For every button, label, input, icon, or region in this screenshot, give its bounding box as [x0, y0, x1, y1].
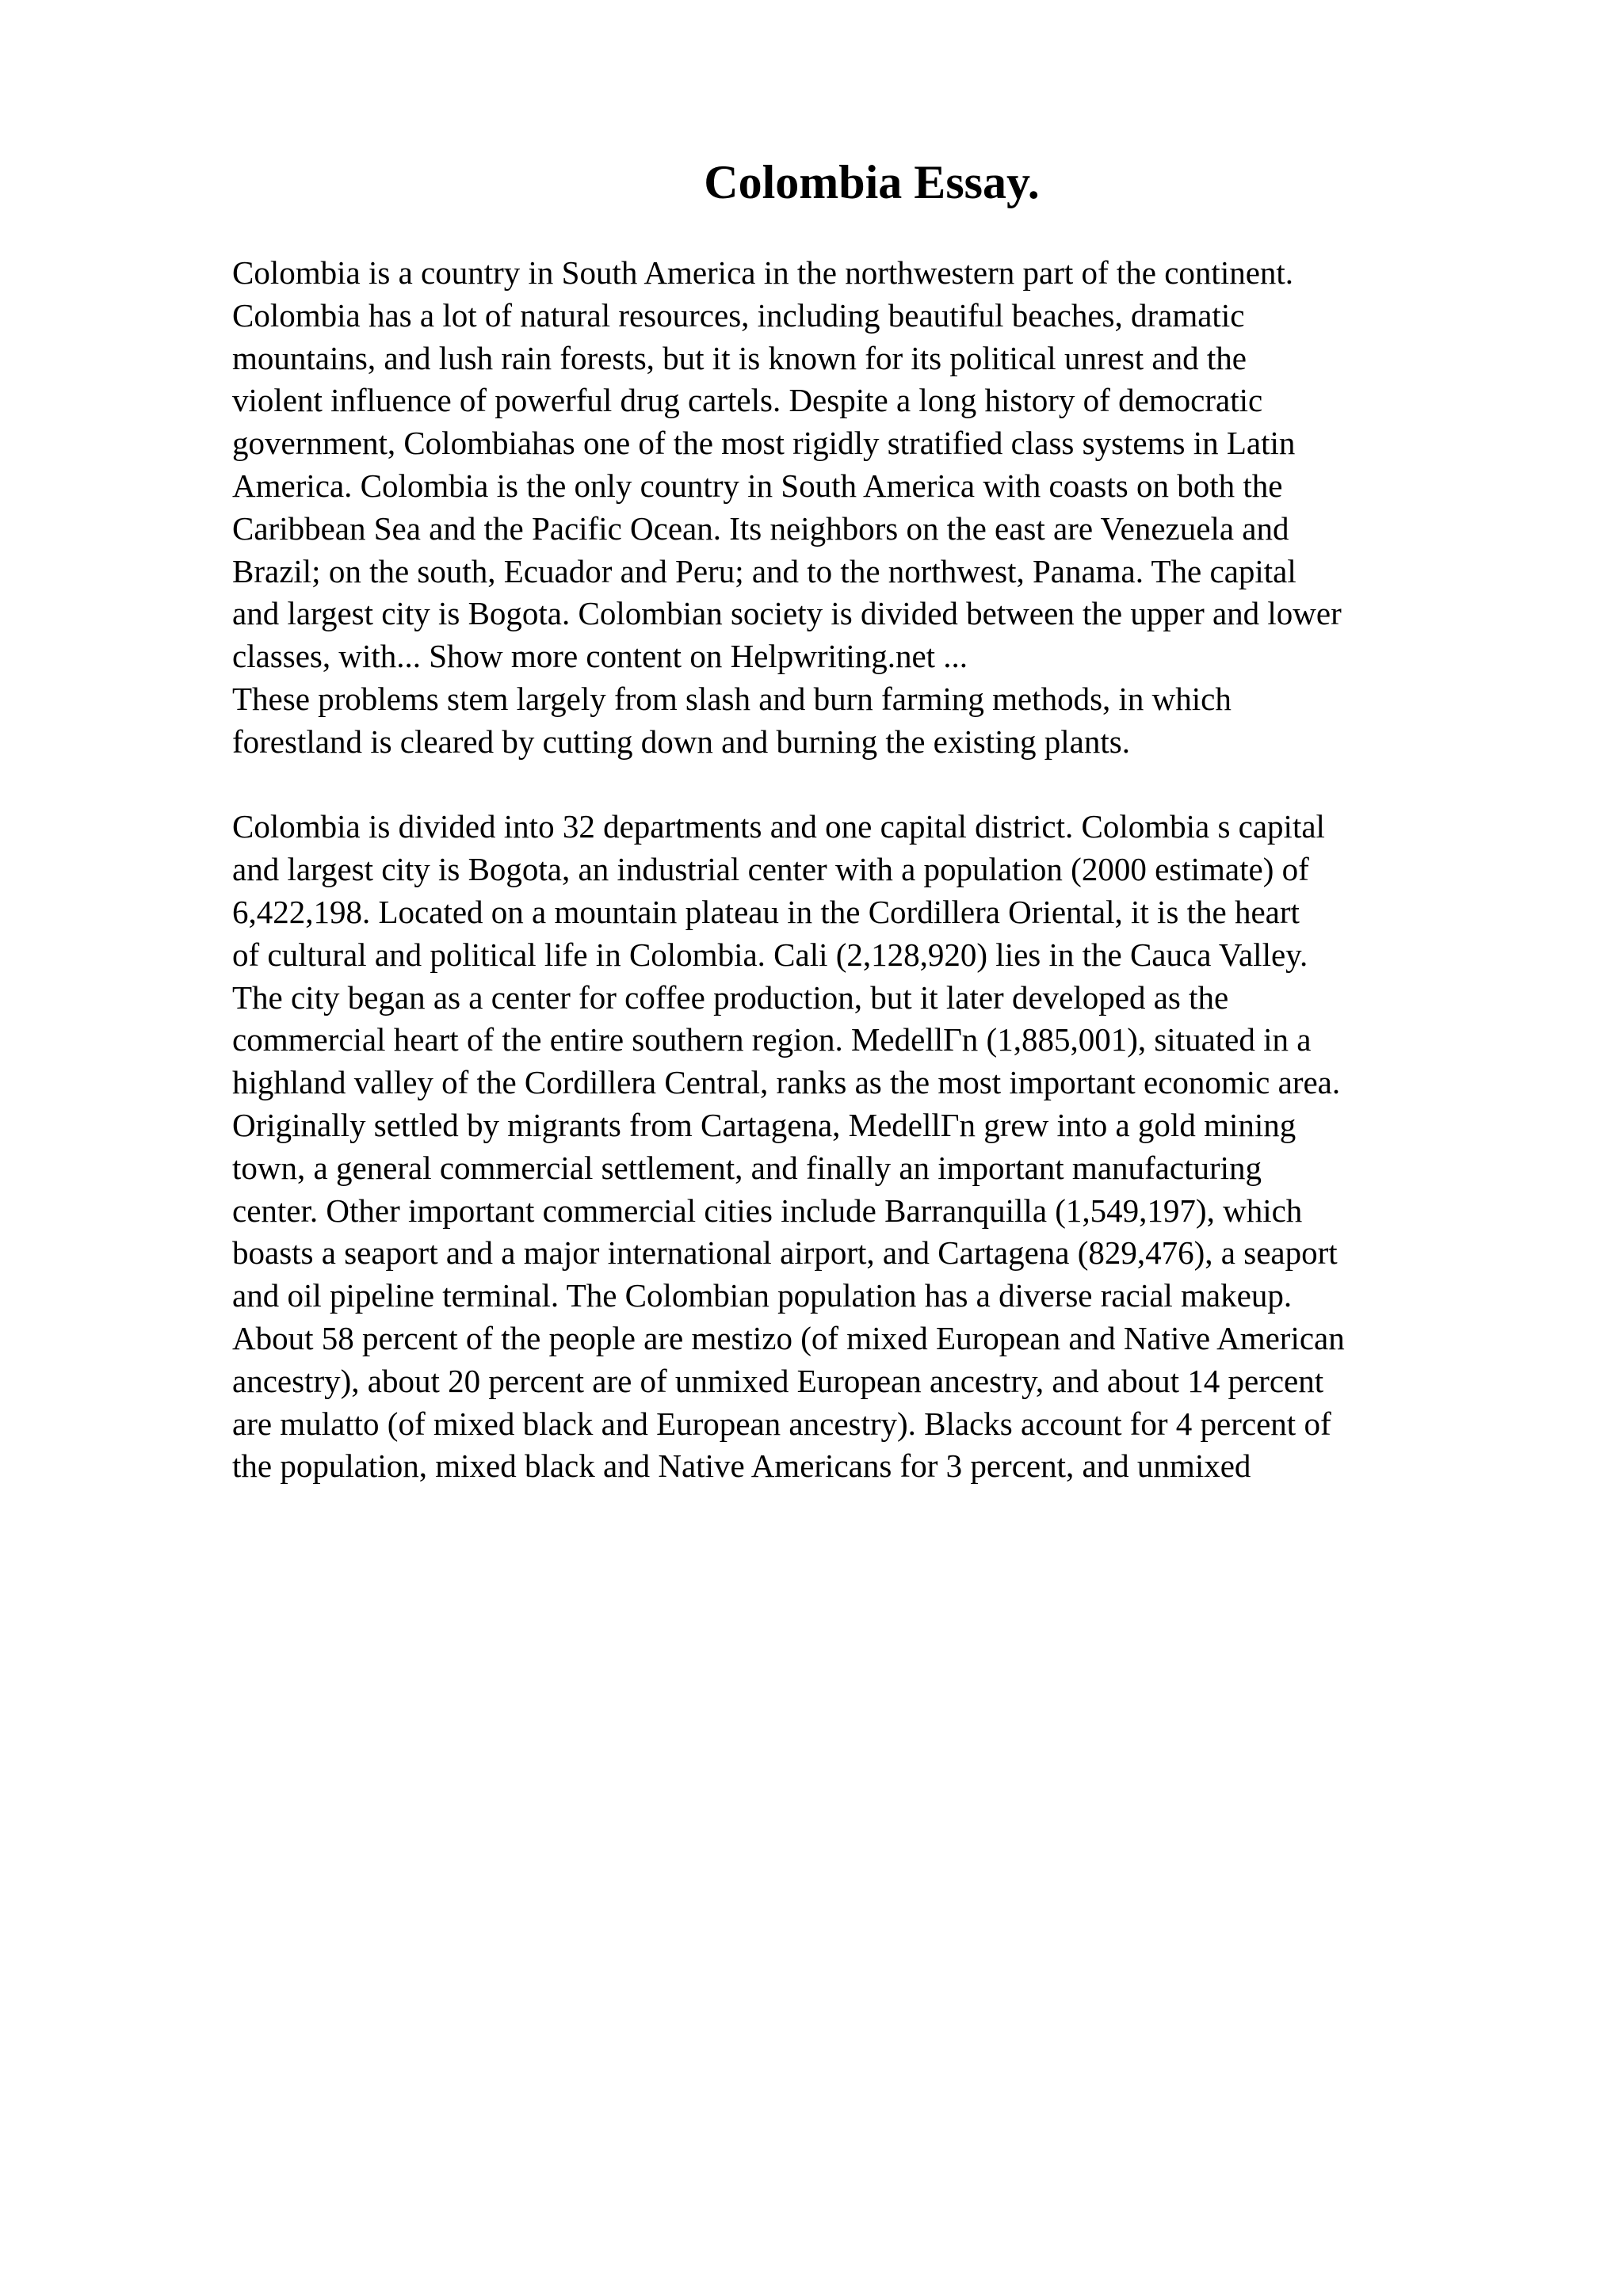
text-line: Brazil; on the south, Ecuador and Peru; and to the northwest, Panama. The capital — [232, 552, 1296, 589]
text-line: violent influence of powerful drug cartels. Despite a long history of democratic — [232, 382, 1263, 419]
text-line: America. Colombia is the only country in South America with coasts on both the — [232, 467, 1283, 504]
document-body — [232, 252, 1548, 1488]
text-line: highland valley of the Cordillera Central, ranks as the most important economic area. — [232, 1064, 1341, 1101]
text-line: commercial heart of the entire southern region. MedellΓn (1,885,001), situated in a — [232, 1021, 1312, 1058]
text-line: Colombia is divided into 32 departments and one capital district. Colombia s capital — [232, 808, 1325, 845]
text-line: town, a general commercial settlement, and finally an important manufacturing — [232, 1149, 1262, 1186]
text-line: About 58 percent of the people are mestizo (of mixed European and Native American — [232, 1319, 1345, 1356]
text-line: and largest city is Bogota. Colombian society is divided between the upper and lower — [232, 595, 1342, 632]
paragraph-intro — [232, 252, 1548, 678]
text-line: classes, with... Show more content on Helpwriting.net ... — [232, 638, 968, 675]
paragraph-problems — [232, 678, 1548, 764]
text-line: and largest city is Bogota, an industrial center with a population (2000 estimate) of — [232, 851, 1309, 888]
text-line: mountains, and lush rain forests, but it is known for its political unrest and the — [232, 339, 1247, 376]
paragraph-geography — [232, 806, 1548, 1488]
text-line: the population, mixed black and Native Americans for 3 percent, and unmixed — [232, 1447, 1251, 1485]
text-line: boasts a seaport and a major international airport, and Cartagena (829,476), a seaport — [232, 1234, 1338, 1272]
document-title: Colombia Essay. — [704, 156, 1040, 208]
text-line: and oil pipeline terminal. The Colombian population has a diverse racial makeup. — [232, 1277, 1293, 1314]
text-line: of cultural and political life in Colombia. Cali (2,128,920) lies in the Cauca Valley. — [232, 936, 1308, 973]
text-line: government, Colombiahas one of the most rigidly stratified class systems in Latin — [232, 425, 1296, 462]
paragraph-spacer — [232, 764, 1548, 807]
text-line: Caribbean Sea and the Pacific Ocean. Its neighbors on the east are Venezuela and — [232, 509, 1289, 547]
text-line: center. Other important commercial cities include Barranquilla (1,549,197), which — [232, 1192, 1303, 1229]
text-line: 6,422,198. Located on a mountain plateau in the Cordillera Oriental, it is the heart — [232, 893, 1300, 930]
text-line: Colombia has a lot of natural resources, including beautiful beaches, dramatic — [232, 296, 1245, 334]
text-line: forestland is cleared by cutting down and burning the existing plants. — [232, 723, 1130, 760]
text-line: The city began as a center for coffee production, but it later developed as the — [232, 978, 1229, 1016]
text-line: Originally settled by migrants from Cartagena, MedellΓn grew into a gold mining — [232, 1106, 1296, 1143]
text-line: are mulatto (of mixed black and European ancestry). Blacks account for 4 percent of — [232, 1405, 1331, 1442]
text-line: These problems stem largely from slash and burn farming methods, in which — [232, 680, 1232, 717]
text-line: ancestry), about 20 percent are of unmixed European ancestry, and about 14 percent — [232, 1362, 1324, 1399]
text-line: Colombia is a country in South America in the northwestern part of the continent. — [232, 254, 1294, 291]
